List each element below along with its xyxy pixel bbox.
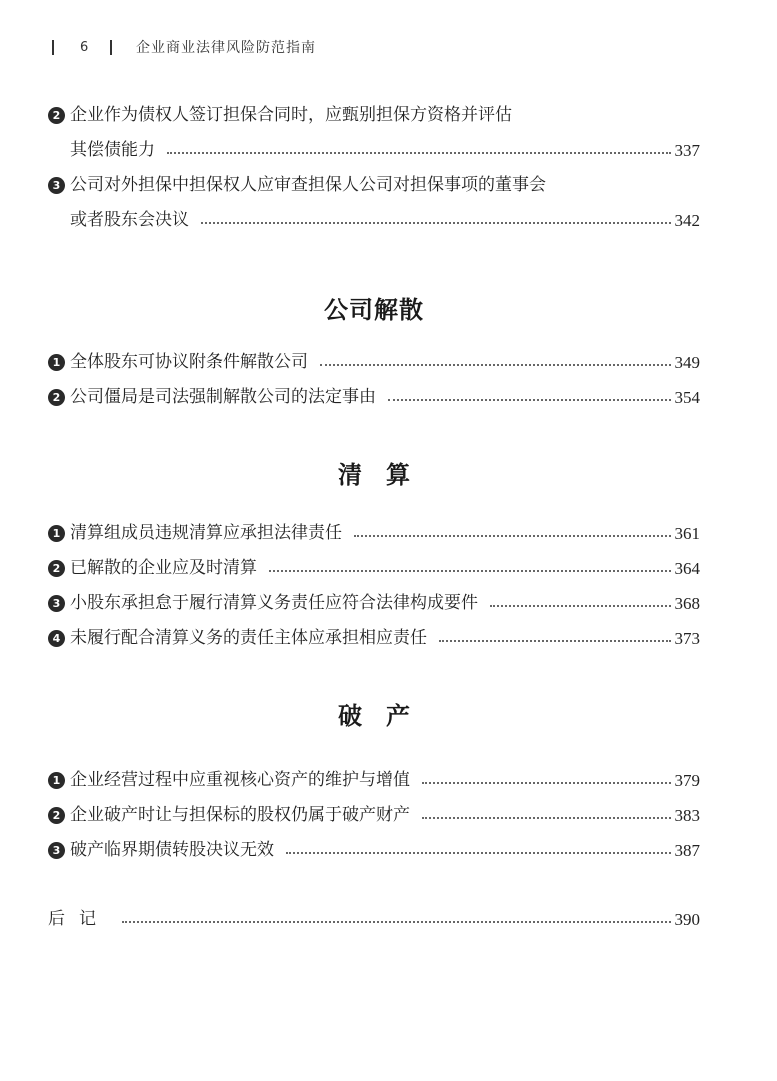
toc-entry[interactable]: [48, 516, 700, 551]
toc-entry[interactable]: [48, 586, 700, 621]
number-circle-icon: 3: [48, 595, 65, 612]
number-circle-icon: 3: [48, 842, 65, 859]
dot-leader: [422, 782, 671, 784]
entry-page-number: 342: [674, 211, 700, 230]
table-of-contents: [48, 98, 700, 937]
section-heading: 公司解散: [324, 295, 424, 324]
toc-entry[interactable]: [48, 621, 700, 656]
entry-title: 小股东承担怠于履行清算义务责任应符合法律构成要件: [70, 593, 478, 613]
entry-page-number: 364: [674, 559, 700, 578]
entry-title: 全体股东可协议附条件解散公司: [70, 352, 308, 372]
dot-leader: [201, 222, 671, 224]
entry-page-number: 383: [674, 806, 700, 825]
toc-entry-afterword[interactable]: [48, 902, 700, 937]
header-divider-left: [52, 40, 54, 55]
entry-title-line: 公司对外担保中担保权人应审查担保人公司对担保事项的董事会: [70, 175, 546, 195]
entry-title-line: 其偿债能力: [70, 140, 155, 160]
entry-title: 企业经营过程中应重视核心资产的维护与增值: [70, 770, 410, 790]
entry-title: 破产临界期债转股决议无效: [70, 840, 274, 860]
toc-entry[interactable]: [48, 98, 700, 168]
number-circle-icon: 2: [48, 807, 65, 824]
dot-leader: [320, 364, 671, 366]
toc-entry[interactable]: [48, 380, 700, 415]
dot-leader: [490, 605, 671, 607]
entry-page-number: 368: [674, 594, 700, 613]
section-heading: 破产: [338, 701, 434, 730]
entry-page-number: 361: [674, 524, 700, 543]
toc-entry[interactable]: [48, 345, 700, 380]
afterword-label: 后记: [48, 909, 110, 929]
entry-title-line: 企业作为债权人签订担保合同时，应甄别担保方资格并评估: [70, 105, 512, 125]
entry-page-number: 337: [674, 141, 700, 160]
section-heading: 清算: [338, 460, 434, 489]
entry-title: 企业破产时让与担保标的股权仍属于破产财产: [70, 805, 410, 825]
entry-page-number: 379: [674, 771, 700, 790]
entry-page-number: 349: [674, 353, 700, 372]
number-circle-icon: 1: [48, 772, 65, 789]
dot-leader: [122, 921, 671, 923]
entry-title-line: 或者股东会决议: [70, 210, 189, 230]
toc-entry[interactable]: [48, 551, 700, 586]
number-circle-icon: 1: [48, 354, 65, 371]
toc-entry[interactable]: [48, 833, 700, 868]
dot-leader: [422, 817, 671, 819]
entry-title: 未履行配合清算义务的责任主体应承担相应责任: [70, 628, 427, 648]
number-circle-icon: 2: [48, 389, 65, 406]
entry-page-number: 390: [674, 910, 700, 929]
toc-entry[interactable]: [48, 168, 700, 238]
number-circle-icon: 1: [48, 525, 65, 542]
dot-leader: [354, 535, 671, 537]
header-divider-right: [110, 40, 112, 55]
toc-entry[interactable]: [48, 763, 700, 798]
toc-entry[interactable]: [48, 798, 700, 833]
number-circle-icon: 2: [48, 107, 65, 124]
dot-leader: [439, 640, 671, 642]
page-number: 6: [80, 39, 89, 55]
dot-leader: [269, 570, 671, 572]
dot-leader: [388, 399, 671, 401]
dot-leader: [286, 852, 671, 854]
entry-page-number: 387: [674, 841, 700, 860]
dot-leader: [167, 152, 671, 154]
entry-title: 公司僵局是司法强制解散公司的法定事由: [70, 387, 376, 407]
entry-title: 已解散的企业应及时清算: [70, 558, 257, 578]
entry-page-number: 354: [674, 388, 700, 407]
number-circle-icon: 4: [48, 630, 65, 647]
entry-page-number: 373: [674, 629, 700, 648]
number-circle-icon: 2: [48, 560, 65, 577]
running-title: 企业商业法律风险防范指南: [136, 40, 316, 56]
number-circle-icon: 3: [48, 177, 65, 194]
running-header: [52, 36, 316, 58]
entry-title: 清算组成员违规清算应承担法律责任: [70, 523, 342, 543]
